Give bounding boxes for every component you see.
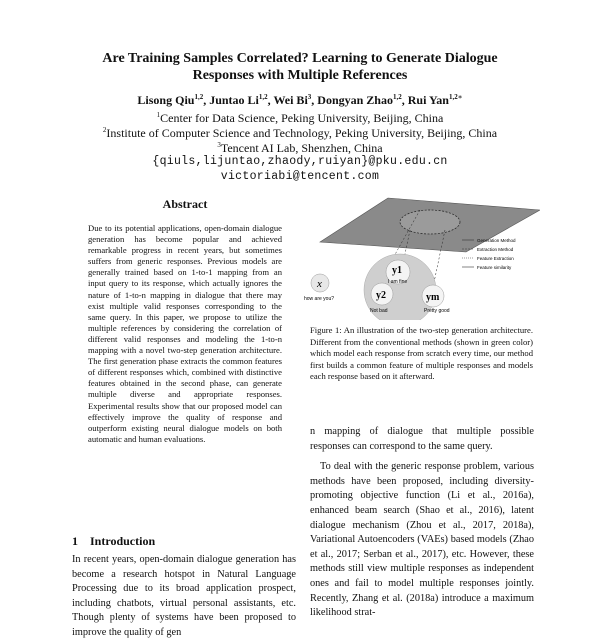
author: Juntao Li$^{1,2}$ xyxy=(209,93,268,107)
abstract-heading: Abstract xyxy=(162,197,208,211)
section-heading xyxy=(72,534,155,549)
author: Dongyan Zhao$^{1,2}$ xyxy=(317,93,402,107)
affiliation: $^1$Center for Data Science, Peking University, Beijing, China xyxy=(156,111,444,125)
affiliation: $^2$Institute of Computer Science and Technology, Peking University, Beijing, China xyxy=(102,126,498,140)
paragraph: n mapping of dialogue that multiple possible responses can correspond to the same query. xyxy=(310,426,534,452)
response-symbol: ym xyxy=(426,292,440,303)
response-text: Not bad xyxy=(370,308,388,314)
figure-caption: Figure 1: An illustration of the two-step generation architecture. Different from the conventional methods (shown in green color) which model each response from scratch every time, our method first builds a common feature of multiple responses and models each response based on it afterward. xyxy=(310,325,533,382)
email-line: victoriabi@tencent.com xyxy=(220,170,380,183)
response-symbol: y1 xyxy=(392,265,402,276)
legend-label: Feature similarity xyxy=(477,265,512,270)
response-text: I am fine xyxy=(388,279,408,285)
common-feature-ellipse xyxy=(400,210,460,234)
right-column xyxy=(310,425,534,621)
affiliation: $^3$Tencent AI Lab, Shenzhen, China xyxy=(217,141,383,155)
section-number: 1 xyxy=(72,534,78,548)
response-symbol: y2 xyxy=(376,290,386,301)
author-list: Lisong Qiu$^{1,2}$, Juntao Li$^{1,2}$, Wei Bi$^3$, Dongyan Zhao$^{1,2}$, Rui Yan$^{1,2∗}$ xyxy=(137,93,463,107)
legend-label: Generation Method xyxy=(477,238,516,243)
author: Wei Bi$^3$ xyxy=(273,93,312,107)
response-text: Pretty good xyxy=(424,308,450,314)
paragraph: To deal with the generic response problem, various methods have been proposed, including diversity-promoting objective function (Li et al., 2016a), enhanced beam search (Shao et al., 2016), latent dialogue mechanism (Zhou et al., 2017, 2018a), Variational Autoencoders (VAEs) based models (Zhao et al., 2017; Serban et al., 2017), etc. However, these methods still view multiple responses as independent ones and fail to model multiple responses jointly. Recently, Zhang et al. (2018a) introduce a maximum likelihood strat- xyxy=(310,461,534,619)
paper-title xyxy=(60,50,540,84)
title-line-2: Responses with Multiple References xyxy=(192,68,408,83)
abstract-body: Due to its potential applications, open-domain dialogue generation has become popular and achieved remarkable progress in recent years, but sometimes suffers from generic responses. Previous models are generally trained based on 1-to-1 mapping from an input query to its response, which actually ignores the nature of 1-to-n mapping in dialogue that there may exist multiple valid responses corresponding to the same query. In this paper, we propose to utilize the multiple references by considering the correlation of different valid responses and modeling the 1-to-n mapping with a novel two-step generation architecture. The first generation phase extracts the common features of different responses which, combined with distinctive features obtained in the second phase, can generate multiple diverse and appropriate responses. Experimental results show that our proposed model can effectively improve the quality of response and outperform existing neural dialogue models on both automatic and human evaluations. xyxy=(88,223,282,444)
figure-1 xyxy=(300,190,540,320)
title-line-1: Are Training Samples Correlated? Learning to Generate Dialogue xyxy=(102,51,498,66)
author: Rui Yan$^{1,2∗}$ xyxy=(407,93,463,107)
architecture-diagram xyxy=(300,190,540,320)
author: Lisong Qiu$^{1,2}$ xyxy=(137,93,204,107)
query-symbol: x xyxy=(317,278,322,290)
intro-paragraph: In recent years, open-domain dialogue generation has become a research hotspot in Natural Language Processing due to its broad application prospect, including chatbots, virtual personal assistants, etc. Though plenty of systems have been proposed to improve the quality of gen xyxy=(72,554,296,638)
query-text: how are you? xyxy=(304,296,335,302)
legend-label: Extraction Method xyxy=(477,247,514,252)
legend-label: Feature Extraction xyxy=(477,256,514,261)
email-line: {qiuls,lijuntao,zhaody,ruiyan}@pku.edu.cn xyxy=(152,155,448,168)
section-title: Introduction xyxy=(90,534,156,548)
